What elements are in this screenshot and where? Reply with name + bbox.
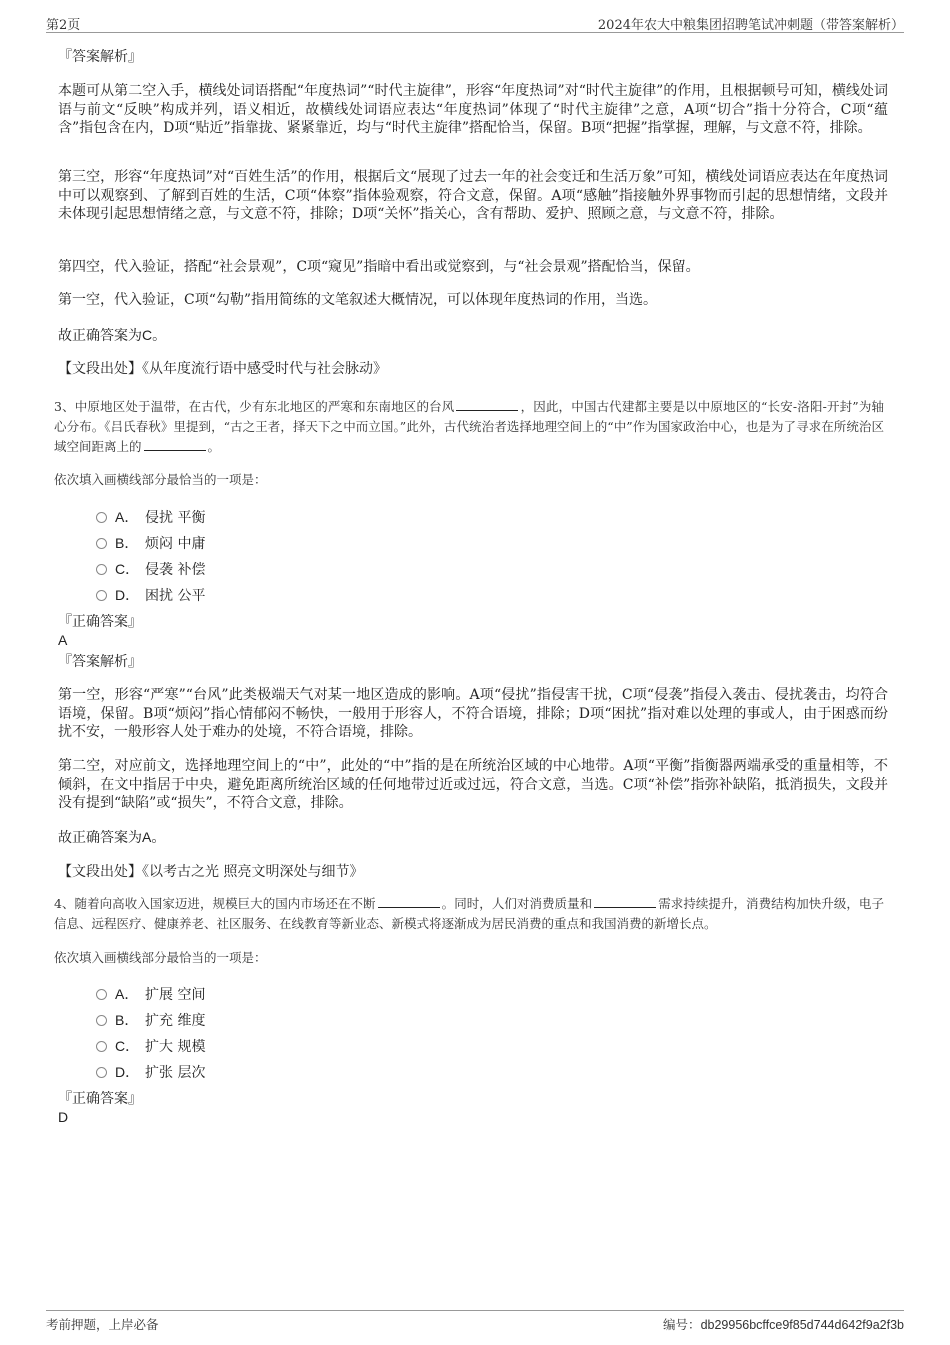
conclusion: 故正确答案为A。 xyxy=(58,829,166,845)
radio-button[interactable] xyxy=(96,1067,107,1078)
correct-answer: D xyxy=(58,1109,69,1125)
option-a[interactable]: A． 侵扰 平衡 xyxy=(96,507,205,527)
page-footer xyxy=(46,1310,904,1335)
analysis-paragraph: 第四空，代入验证，搭配“社会景观”，C项“窥见”指暗中看出或觉察到，与“社会景观”搭配恰当，保留。 xyxy=(58,259,700,275)
analysis-tag: 『答案解析』 xyxy=(58,654,142,670)
option-b[interactable]: B． 烦闷 中庸 xyxy=(96,533,205,553)
analysis-paragraph: 第一空，代入验证，C项“勾勒”指用简练的文笔叙述大概情况，可以体现年度热词的作用，当选。 xyxy=(58,292,658,308)
fill-blank xyxy=(456,398,518,411)
footer-slogan: 考前押题，上岸必备 xyxy=(46,1317,159,1332)
fill-blank xyxy=(378,895,440,908)
question-prompt: 依次填入画横线部分最恰当的一项是： xyxy=(54,950,267,965)
radio-button[interactable] xyxy=(96,1041,107,1052)
radio-button[interactable] xyxy=(96,590,107,601)
radio-button[interactable] xyxy=(96,989,107,1000)
answer-tag: 『正确答案』 xyxy=(58,1091,142,1107)
question-stem: 3、中原地区处于温带，在古代，少有东北地区的严寒和东南地区的台风 ，因此，中国古代建都主要是以中原地区的“长安-洛阳-开封”为轴心分布。《吕氏春秋》里提到，“古之王者，择天下之中而立国。”此外，古代统治者选择地理空间上的“中”作为国家政治中心，也是为了寻求在所统治区域空间距离上的 。 xyxy=(54,399,884,454)
option-a[interactable]: A． 扩展 空间 xyxy=(96,984,205,1004)
fill-blank xyxy=(144,438,206,451)
option-c[interactable]: C． 扩大 规模 xyxy=(96,1036,205,1056)
source-citation: 【文段出处】《以考古之光 照亮文明深处与细节》 xyxy=(58,864,364,880)
analysis-paragraph: 本题可从第二空入手，横线处词语搭配“年度热词”“时代主旋律”，形容“年度热词”对“时代主旋律”的作用，且根据顿号可知，横线处词语与前文“反映”构成并列，语义相近，故横线处词语应表达“年度热词”体现了“时代主旋律”之意，A项“切合”指十分符合，C项“蕴含”指包含在内，D项“贴近”指靠拢、紧紧靠近，均与“时代主旋律”搭配恰当，保留。B项“把握”指掌握，理解，与文意不符，排除。 xyxy=(58,83,888,136)
option-d[interactable]: D． 扩张 层次 xyxy=(96,1062,205,1082)
answer-tag: 『正确答案』 xyxy=(58,614,142,630)
page-number: 第2页 xyxy=(46,18,81,33)
document-title: 2024年农大中粮集团招聘笔试冲刺题（带答案解析） xyxy=(597,18,904,33)
analysis-paragraph: 第一空，形容“严寒”“台风”此类极端天气对某一地区造成的影响。A项“侵扰”指侵害干扰，C项“侵袭”指侵入袭击、侵扰袭击，均符合语境，保留。B项“烦闷”指心情郁闷不畅快，一般用于形容人，不符合语境，排除；D项“困扰”指对难以处理的事或人，由于困惑而纷扰不安，一般形容人处于难办的处境，不符合语境，排除。 xyxy=(58,687,888,740)
analysis-paragraph: 第二空，对应前文，选择地理空间上的“中”，此处的“中”指的是在所统治区域的中心地带。A项“平衡”指衡器两端承受的重量相等，不倾斜，在文中指居于中央，避免距离所统治区域的任何地带过近或过远，符合文意，当选。C项“补偿”指弥补缺陷，抵消损失，文段并没有提到“缺陷”或“损失”，不符合文意，排除。 xyxy=(58,758,888,811)
analysis-paragraph: 第三空，形容“年度热词”对“百姓生活”的作用，根据后文“展现了过去一年的社会变迁和生活万象”可知，横线处词语应表达在年度热词中可以观察到、了解到百姓的生活，C项“体察”指体验观察，符合文意，保留。A项“感触”指接触外界事物而引起的思想情绪，文段并未体现引起思想情绪之意，与文意不符，排除；D项“关怀”指关心，含有帮助、爱护、照顾之意，与文意不符，排除。 xyxy=(58,169,888,222)
option-b[interactable]: B． 扩充 维度 xyxy=(96,1010,205,1030)
radio-button[interactable] xyxy=(96,564,107,575)
source-citation: 【文段出处】《从年度流行语中感受时代与社会脉动》 xyxy=(58,361,387,377)
document-code: 编号：db29956bcffce9f85d744d642f9a2f3b xyxy=(663,1317,904,1332)
analysis-tag: 『答案解析』 xyxy=(58,49,142,65)
conclusion: 故正确答案为C。 xyxy=(58,327,167,343)
option-c[interactable]: C． 侵袭 补偿 xyxy=(96,559,205,579)
radio-button[interactable] xyxy=(96,538,107,549)
correct-answer: A xyxy=(58,632,68,648)
question-stem: 4、随着向高收入国家迈进，规模巨大的国内市场还在不断 。同时，人们对消费质量和 需求持续提升，消费结构加快升级，电子信息、远程医疗、健康养老、社区服务、在线教育等新业态、新模式将逐渐成为居民消费的重点和我国消费的新增长点。 xyxy=(54,896,884,931)
fill-blank xyxy=(594,895,656,908)
page-header xyxy=(46,12,904,33)
option-d[interactable]: D． 困扰 公平 xyxy=(96,585,205,605)
radio-button[interactable] xyxy=(96,512,107,523)
question-prompt: 依次填入画横线部分最恰当的一项是： xyxy=(54,472,267,487)
radio-button[interactable] xyxy=(96,1015,107,1026)
